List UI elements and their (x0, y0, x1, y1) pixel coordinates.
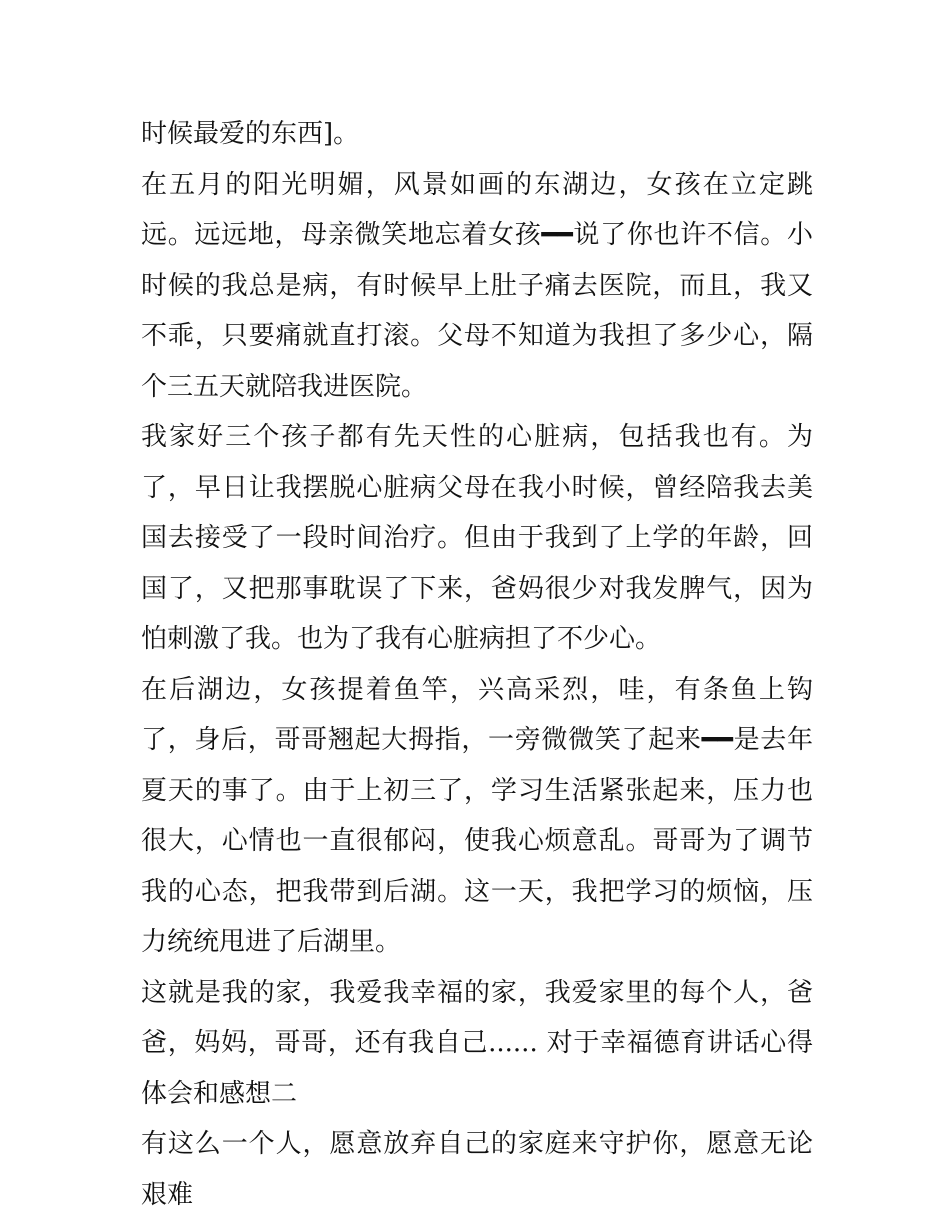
paragraph-6: 有这么一个人，愿意放弃自己的家庭来守护你，愿意无论艰难 (141, 1129, 813, 1210)
paragraph-2: 在五月的阳光明媚，风景如画的东湖边，女孩在立定跳远。远远地，母亲微笑地忘着女孩━━说了你也许不信。小时候的我总是病，有时候早上肚子痛去医院，而且，我又不乖，只要痛就直打滚。父母不知道为我担了多少心，隔个三五天就陪我进医院。 (141, 169, 813, 402)
paragraph-5: 这就是我的家，我爱我幸福的家，我爱家里的每个人，爸爸，妈妈，哥哥，还有我自己...... 对于幸福德育讲话心得体会和感想二 (141, 977, 813, 1109)
document-body (141, 109, 813, 1220)
paragraph-3: 我家好三个孩子都有先天性的心脏病，包括我也有。为了，早日让我摆脱心脏病父母在我小时候，曾经陪我去美国去接受了一段时间治疗。但由于我到了上学的年龄，回国了，又把那事耽误了下来，爸妈很少对我发脾气，因为怕刺激了我。也为了我有心脏病担了不少心。 (141, 422, 813, 654)
paragraph-1: 时候最爱的东西]。 (141, 119, 360, 149)
paragraph-4: 在后湖边，女孩提着鱼竿，兴高采烈，哇，有条鱼上钩了，身后，哥哥翘起大拇指，一旁微微笑了起来━━是去年夏天的事了。由于上初三了，学习生活紧张起来，压力也很大，心情也一直很郁闷，使我心烦意乱。哥哥为了调节我的心态，把我带到后湖。这一天，我把学习的烦恼，压力统统甩进了后湖里。 (141, 674, 813, 957)
